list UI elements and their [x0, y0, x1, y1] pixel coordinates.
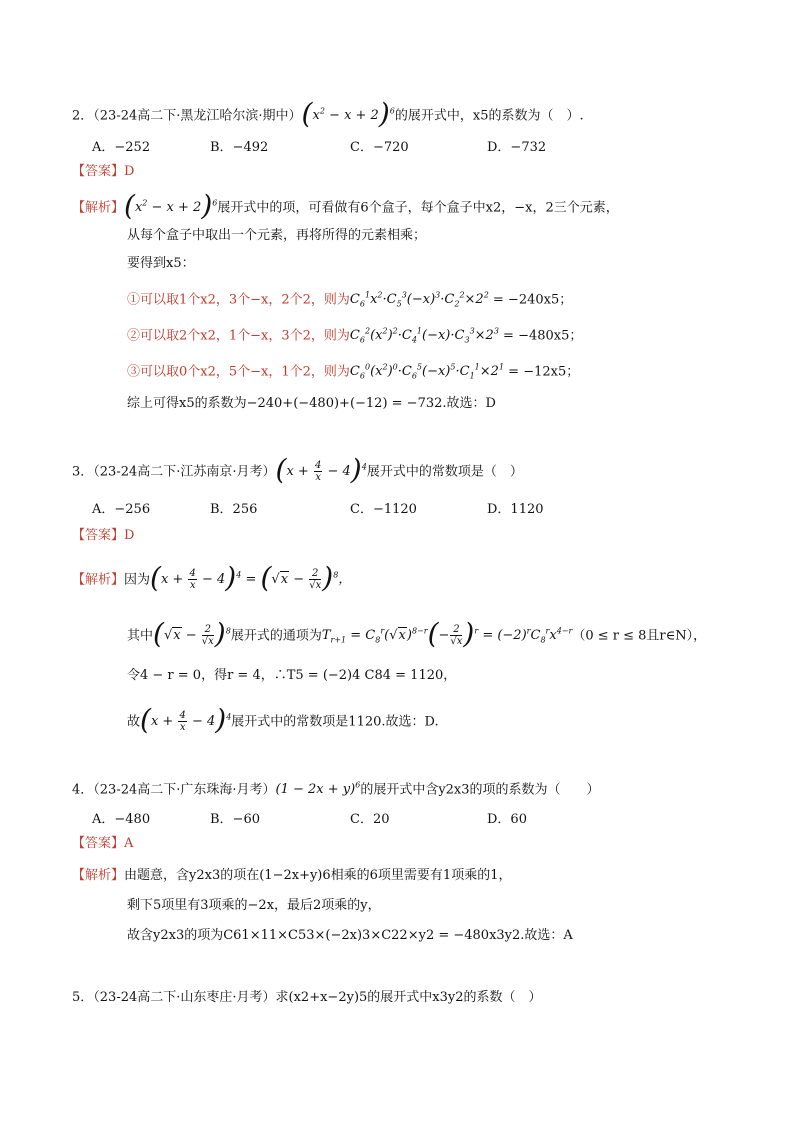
q3-analysis-line-2: 其中(√x − $\frac{2}{√x}$ )$^8$展开式的通项为$T_{r+1} = C_8^r(√x)^{8-r}(-$ $\frac{2}{√x}$ )$^r = (-2)^rC_8^rx^{4-r}(0 \le r \le 8$且r∈N），: [127, 617, 707, 651]
q2-answer-value: D: [124, 164, 135, 179]
q3-option-d[interactable]: D．1120: [487, 502, 544, 517]
q4-analysis-line-1: 【解析】由题意，含y2x3的项在(1−2x+y)6相乘的6项里需要有1项乘的1，: [72, 868, 512, 883]
q5-stem: 5．（23-24高二下·山东枣庄·月考）求(x2+x−2y)5的展开式中x3y2的系数（ ）: [72, 990, 542, 1005]
q2-source: （23-24高二下·黑龙江哈尔滨·期中）: [93, 108, 302, 124]
q4-stem: 4．（23-24高二下·广东珠海·月考）$(1 - 2x + y)^6$的展开式中含y2x3的项的系数为（ ）: [72, 781, 600, 798]
q3-analysis-line-1: 【解析】因为(x + $\frac{4}{x}$ − 4)$^4$ = (√x − $\frac{2}{√x}$ )$^8$，: [72, 561, 352, 595]
q2-number: 2．: [72, 108, 94, 124]
q4-option-b[interactable]: B．−60: [210, 812, 260, 827]
q2-analysis-line-4: ①可以取1个x2，3个−x，2个2，则为$C_6^1x^2\cdot C_5^3(-x)^3\cdot C_2^2\times 2^2 = -240x5$；: [127, 291, 573, 309]
q2-expr: $(x^2 - x + 2)^6$: [301, 97, 395, 131]
q2-option-c[interactable]: C．−720: [350, 140, 409, 155]
q3-option-b[interactable]: B．256: [210, 502, 258, 517]
q3-analysis-line-4: 故(x + $\frac{4}{x}$ − 4)$^4$展开式中的常数项是1120.故选：D.: [127, 703, 439, 737]
q2-option-a[interactable]: A．−252: [92, 140, 151, 155]
q2-analysis-line-2: 从每个盒子中取出一个元素，再将所得的元素相乘；: [127, 228, 427, 243]
q2-answer: 【答案】D: [72, 164, 135, 179]
q4-analysis-line-3: 故含y2x3的项为C61×11×C53×(−2x)3×C22×y2 = −480x3y2.故选：A: [127, 928, 573, 943]
q4-option-c[interactable]: C．20: [350, 812, 390, 827]
q2-option-d[interactable]: D．−732: [487, 140, 547, 155]
q3-option-c[interactable]: C．−1120: [350, 502, 417, 517]
q4-analysis-line-2: 剩下5项里有3项乘的−2x，最后2项乘的y，: [127, 898, 381, 913]
q4-answer: 【答案】A: [72, 836, 134, 851]
q5-source: （23-24高二下·山东枣庄·月考）: [93, 990, 276, 1005]
q2-analysis-line-3: 要得到x5：: [127, 256, 195, 271]
q2-analysis-line-6: ③可以取0个x2，5个−x，1个2，则为$C_6^0(x^2)^0\cdot C_6^5(-x)^5\cdot C_1^1\times 2^1 = -12x5$；: [127, 363, 580, 381]
q3-answer: 【答案】D: [72, 528, 135, 543]
q4-option-d[interactable]: D．60: [487, 812, 527, 827]
q2-analysis-line-7: 综上可得x5的系数为−240+(−480)+(−12) = −732.故选：D: [127, 396, 496, 411]
q2-stem: [72, 97, 584, 131]
q3-option-a[interactable]: A．−256: [92, 502, 151, 517]
q4-source: （23-24高二下·广东珠海·月考）: [93, 782, 276, 798]
q3-analysis-line-3: 令4 − r = 0，得r = 4，∴T5 = (−2)4 C84 = 1120，: [127, 668, 457, 683]
q2-stem-tail: 的展开式中，x5的系数为（ ）.: [394, 108, 584, 124]
q2-analysis-line-1: 【解析】$(x^2 - x + 2)^6$展开式中的项，可看做有6个盒子，每个盒子中x2，−x，2三个元素，: [72, 189, 619, 223]
q2-option-b[interactable]: B．−492: [210, 140, 269, 155]
q2-analysis-line-5: ②可以取2个x2，1个−x，3个2，则为$C_6^2(x^2)^2\cdot C_4^1(-x)\cdot C_3^3\times 2^3 = -480x5$；: [127, 327, 583, 345]
q4-option-a[interactable]: A．−480: [92, 812, 151, 827]
q3-source: （23-24高二下·江苏南京·月考）: [93, 464, 276, 480]
q3-stem: 3．（23-24高二下·江苏南京·月考）(x + $\frac{4}{x}$ − 4)$^4$展开式中的常数项是（ ）: [72, 453, 523, 487]
